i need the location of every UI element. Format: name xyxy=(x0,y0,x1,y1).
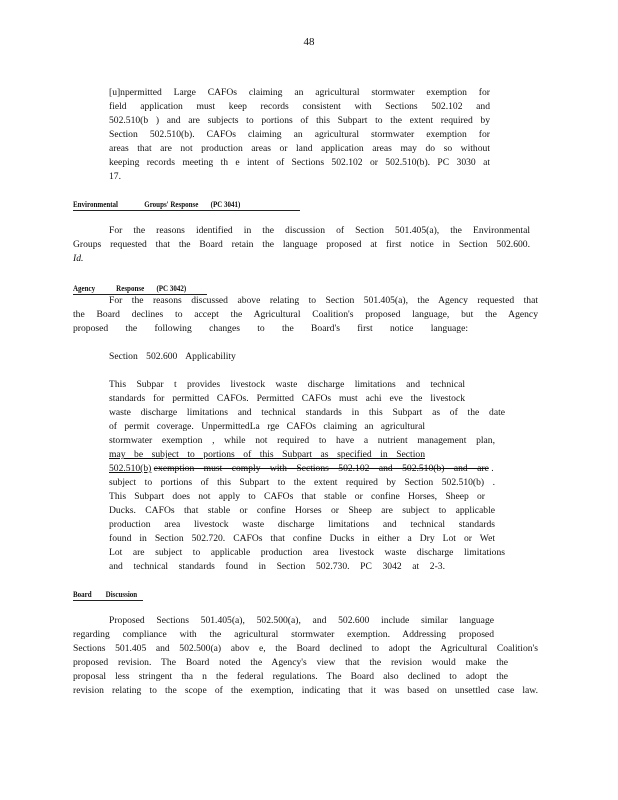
text-line: waste discharge limitations and technical standards in this Subpart as of the date xyxy=(109,407,505,418)
text-line: standards for permitted CAFOs. Permitted CAFOs must achi eve the livestock xyxy=(109,393,465,404)
text-line: stormwater exemption , while not required to have a nutrient management plan, xyxy=(109,435,495,446)
heading-part: Discussion xyxy=(105,590,138,600)
proposed-rule-text xyxy=(109,378,505,574)
text-line: For the reasons discussed above relating to Section 501.405(a), the Agency requested that xyxy=(109,295,538,306)
quoted-comment-block xyxy=(109,86,490,184)
section-heading-board-discussion xyxy=(73,590,137,599)
text-line: Section 502.510(b). CAFOs claiming an agricultural stormwater exemption for xyxy=(109,129,490,140)
text-line: proposal less stringent tha n the federal regulations. The Board also declined to adopt the xyxy=(73,671,508,682)
text-line: subject to portions of this Subpart to the extent required by Section 502.510(b) . xyxy=(109,477,495,488)
text-line: proposed revision. The Board noted the Agency's view that the revision would make the xyxy=(73,657,508,668)
text-line: Ducks. CAFOs that stable or confine Horses or Sheep are subject to applicable xyxy=(109,505,495,516)
section-heading-agency-response xyxy=(73,284,186,293)
heading-part: (PC 3041) xyxy=(210,200,241,210)
heading-part: Response xyxy=(116,284,145,294)
text-line: Groups requested that the Board retain the language proposed at first notice in Section 502.600. xyxy=(73,239,530,250)
text-line: and technical standards found in Section 502.730. PC 3042 at 2-3. xyxy=(109,561,445,572)
text-line: field application must keep records consistent with Sections 502.102 and xyxy=(109,101,490,112)
section-heading-environmental-groups xyxy=(73,200,240,209)
text-line: proposed the following changes to the Board's first notice language: xyxy=(73,323,468,334)
text-line: found in Section 502.720. CAFOs that confine Ducks in either a Dry Lot or Wet xyxy=(109,533,495,544)
inserted-text: 502.510(b) xyxy=(109,463,152,474)
heading-part: (PC 3042) xyxy=(156,284,187,294)
text-line: This Subpart does not apply to CAFOs that stable or confine Horses, Sheep or xyxy=(109,491,485,502)
text-line: Section 502.600 Applicability xyxy=(109,351,236,362)
text-line: revision relating to the scope of the exemption, indicating that it was based on unsettled case law. xyxy=(73,685,538,696)
text-line: For the reasons identified in the discussion of Section 501.405(a), the Environmental xyxy=(109,225,530,236)
board-discussion-paragraph xyxy=(73,614,538,698)
deleted-text: exemption must comply with Sections 502.102 and 502.510(b) and are xyxy=(153,463,489,474)
heading-part: Groups' Response xyxy=(144,200,199,210)
section-title xyxy=(109,350,409,364)
heading-underline xyxy=(73,210,300,211)
text-line: regarding compliance with the agricultural stormwater exemption. Addressing proposed xyxy=(73,629,494,640)
text-line: 17. xyxy=(109,171,121,182)
text-line: Lot are subject to applicable production area livestock waste discharge limitations xyxy=(109,547,505,558)
text-line: production area livestock waste discharge limitations and technical standards xyxy=(109,519,495,530)
text-line: of permit coverage. UnpermittedLa rge CAFOs claiming an agricultural xyxy=(109,421,425,432)
heading-part: Board xyxy=(73,590,92,600)
text-line: [u]npermitted Large CAFOs claiming an agricultural stormwater exemption for xyxy=(109,87,490,98)
text-line: Sections 501.405 and 502.500(a) abov e, the Board declined to adopt the Agricultural Coalition's xyxy=(73,643,538,654)
heading-part: Environmental xyxy=(73,200,118,210)
heading-underline xyxy=(73,600,143,601)
heading-part: Agency xyxy=(73,284,96,294)
amended-text-line xyxy=(109,462,505,476)
text-line: keeping records meeting th e intent of Sections 502.102 or 502.510(b). PC 3030 at xyxy=(109,157,490,168)
environmental-response-paragraph xyxy=(73,224,530,266)
text-line: This Subpar t provides livestock waste discharge limitations and technical xyxy=(109,379,465,390)
text-span: . xyxy=(491,463,494,474)
text-line: 502.510(b ) and are subjects to portions of this Subpart to the extent required by xyxy=(109,115,490,126)
inserted-text-line: may be subject to portions of this Subpart as specified in Section xyxy=(109,449,425,460)
text-line: the Board declines to accept the Agricultural Coalition's proposed language, but the Agency xyxy=(73,309,538,320)
text-line: Proposed Sections 501.405(a), 502.500(a), and 502.600 include similar language xyxy=(109,615,494,626)
text-line: Id. xyxy=(73,253,84,264)
page-number: 48 xyxy=(303,36,315,48)
text-line: areas that are not production areas or land application areas may do so without xyxy=(109,143,490,154)
agency-response-paragraph xyxy=(73,294,538,336)
